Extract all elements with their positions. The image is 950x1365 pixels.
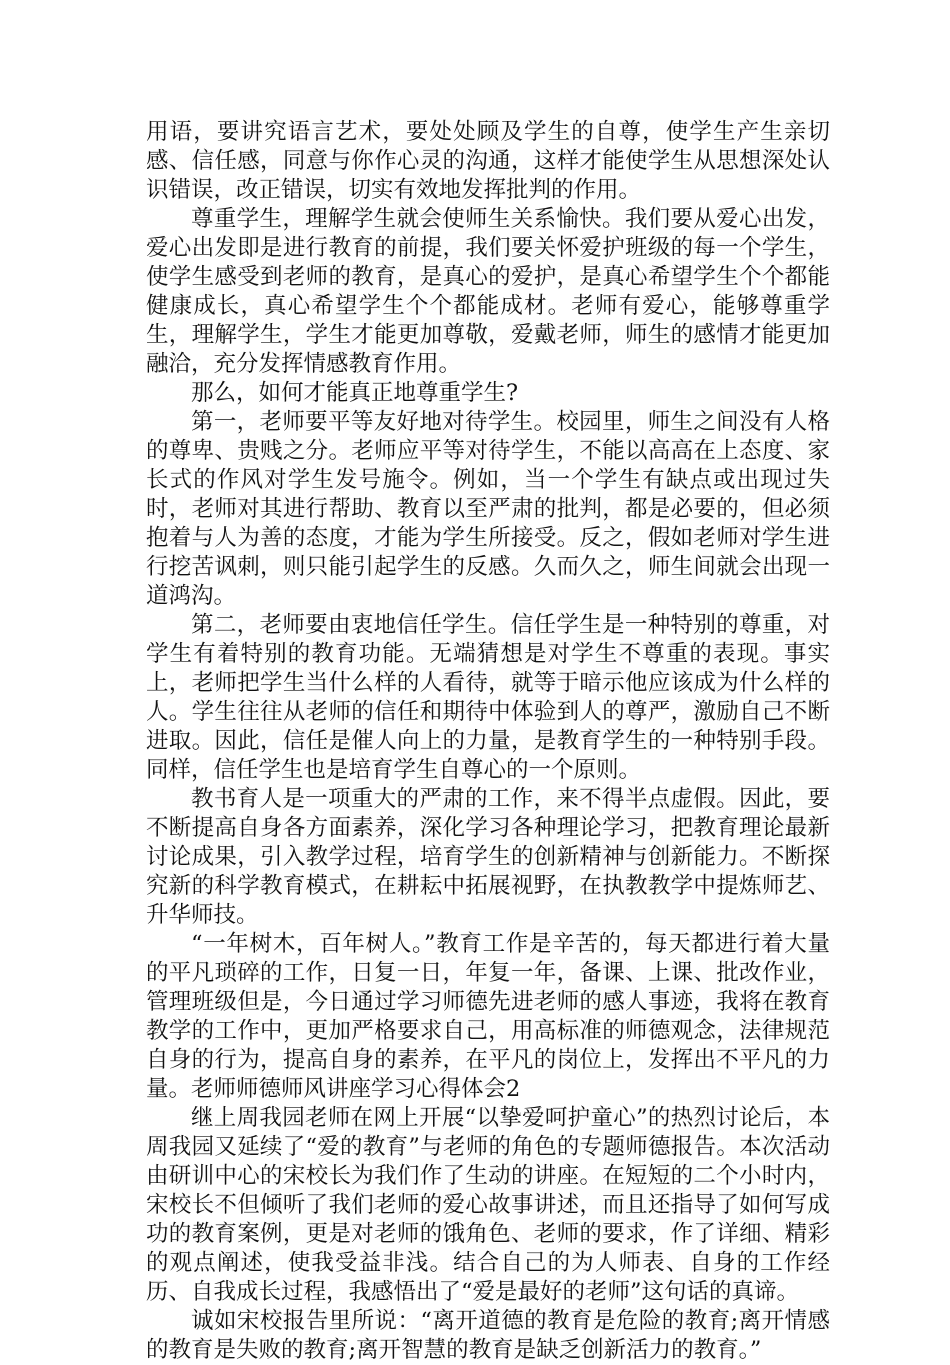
document-body: [146, 118, 830, 1365]
paragraph-point-two: 第二，老师要由衷地信任学生。信任学生是一种特别的尊重，对学生有着特别的教育功能。无端猜想是对学生不尊重的表现。事实上，老师把学生当什么样的人看待，就等于暗示他应该成为什么样的人。学生往往从老师的信任和期待中体验到人的尊严，激励自己不断进取。因此，信任是催人向上的力量，是教育学生的一种特别手段。同样，信任学生也是培育学生自尊心的一个原则。: [146, 612, 830, 783]
paragraph-point-one: 第一，老师要平等友好地对待学生。校园里，师生之间没有人格的尊卑、贵贱之分。老师应平等对待学生，不能以高高在上态度、家长式的作风对学生发号施令。例如，当一个学生有缺点或出现过失时，老师对其进行帮助、教育以至严肃的批判，都是必要的，但必须抱着与人为善的态度，才能为学生所接受。反之，假如老师对学生进行挖苦讽刺，则只能引起学生的反感。久而久之，师生间就会出现一道鸿沟。: [146, 409, 830, 609]
paragraph-question: 那么，如何才能真正地尊重学生?: [191, 380, 519, 406]
paragraph-principal-quote: 诚如宋校报告里所说：“离开道德的教育是危险的教育;离开情感的教育是失败的教育;离开智慧的教育是缺乏创新活力的教育。”: [146, 1308, 830, 1363]
paragraph-lecture-report: 继上周我园老师在网上开展“以挚爱呵护童心”的热烈讨论后，本周我园又延续了“爱的教育”与老师的角色的专题师德报告。本次活动由研训中心的宋校长为我们作了生动的讲座。在短短的二个小时内，宋校长不但倾听了我们老师的爱心故事讲述，而且还指导了如何写成功的教育案例，更是对老师的饿角色、老师的要求，作了详细、精彩的观点阐述，使我受益非浅。结合自己的为人师表、自身的工作经历、自我成长过程，我感悟出了“爱是最好的老师”这句话的真谛。: [146, 1105, 830, 1305]
paragraph-respect-students: 尊重学生，理解学生就会使师生关系愉快。我们要从爱心出发，爱心出发即是进行教育的前提，我们要关怀爱护班级的每一个学生，使学生感受到老师的教育，是真心的爱护，是真心希望学生个个都能健康成长，真心希望学生个个都能成材。老师有爱心，能够尊重学生，理解学生，学生才能更加尊敬，爱戴老师，师生的感情才能更加融洽，充分发挥情感教育作用。: [146, 206, 830, 377]
paragraph-teaching-work: 教书育人是一项重大的严肃的工作，来不得半点虚假。因此，要不断提高自身各方面素养，深化学习各种理论学习，把教育理论最新讨论成果，引入教学过程，培育学生的创新精神与创新能力。不断探究新的科学教育模式，在耕耘中拓展视野，在执教教学中提炼师艺、升华师技。: [146, 786, 830, 928]
paragraph-quote-trees: “一年树木，百年树人。”教育工作是辛苦的，每天都进行着大量的平凡琐碎的工作，日复一日，年复一年，备课、上课、批改作业，管理班级但是，今日通过学习师德先进老师的感人事迹，我将在教育教学的工作中，更加严格要求自己，用高标准的师德观念，法律规范自身的行为，提高自身的素养，在平凡的岗位上，发挥出不平凡的力量。老师师德师风讲座学习心得体会2: [146, 931, 830, 1102]
paragraph-continuation: 用语，要讲究语言艺术，要处处顾及学生的自尊，使学生产生亲切感、信任感，同意与你作心灵的沟通，这样才能使学生从思想深处认识错误，改正错误，切实有效地发挥批判的作用。: [146, 119, 830, 203]
